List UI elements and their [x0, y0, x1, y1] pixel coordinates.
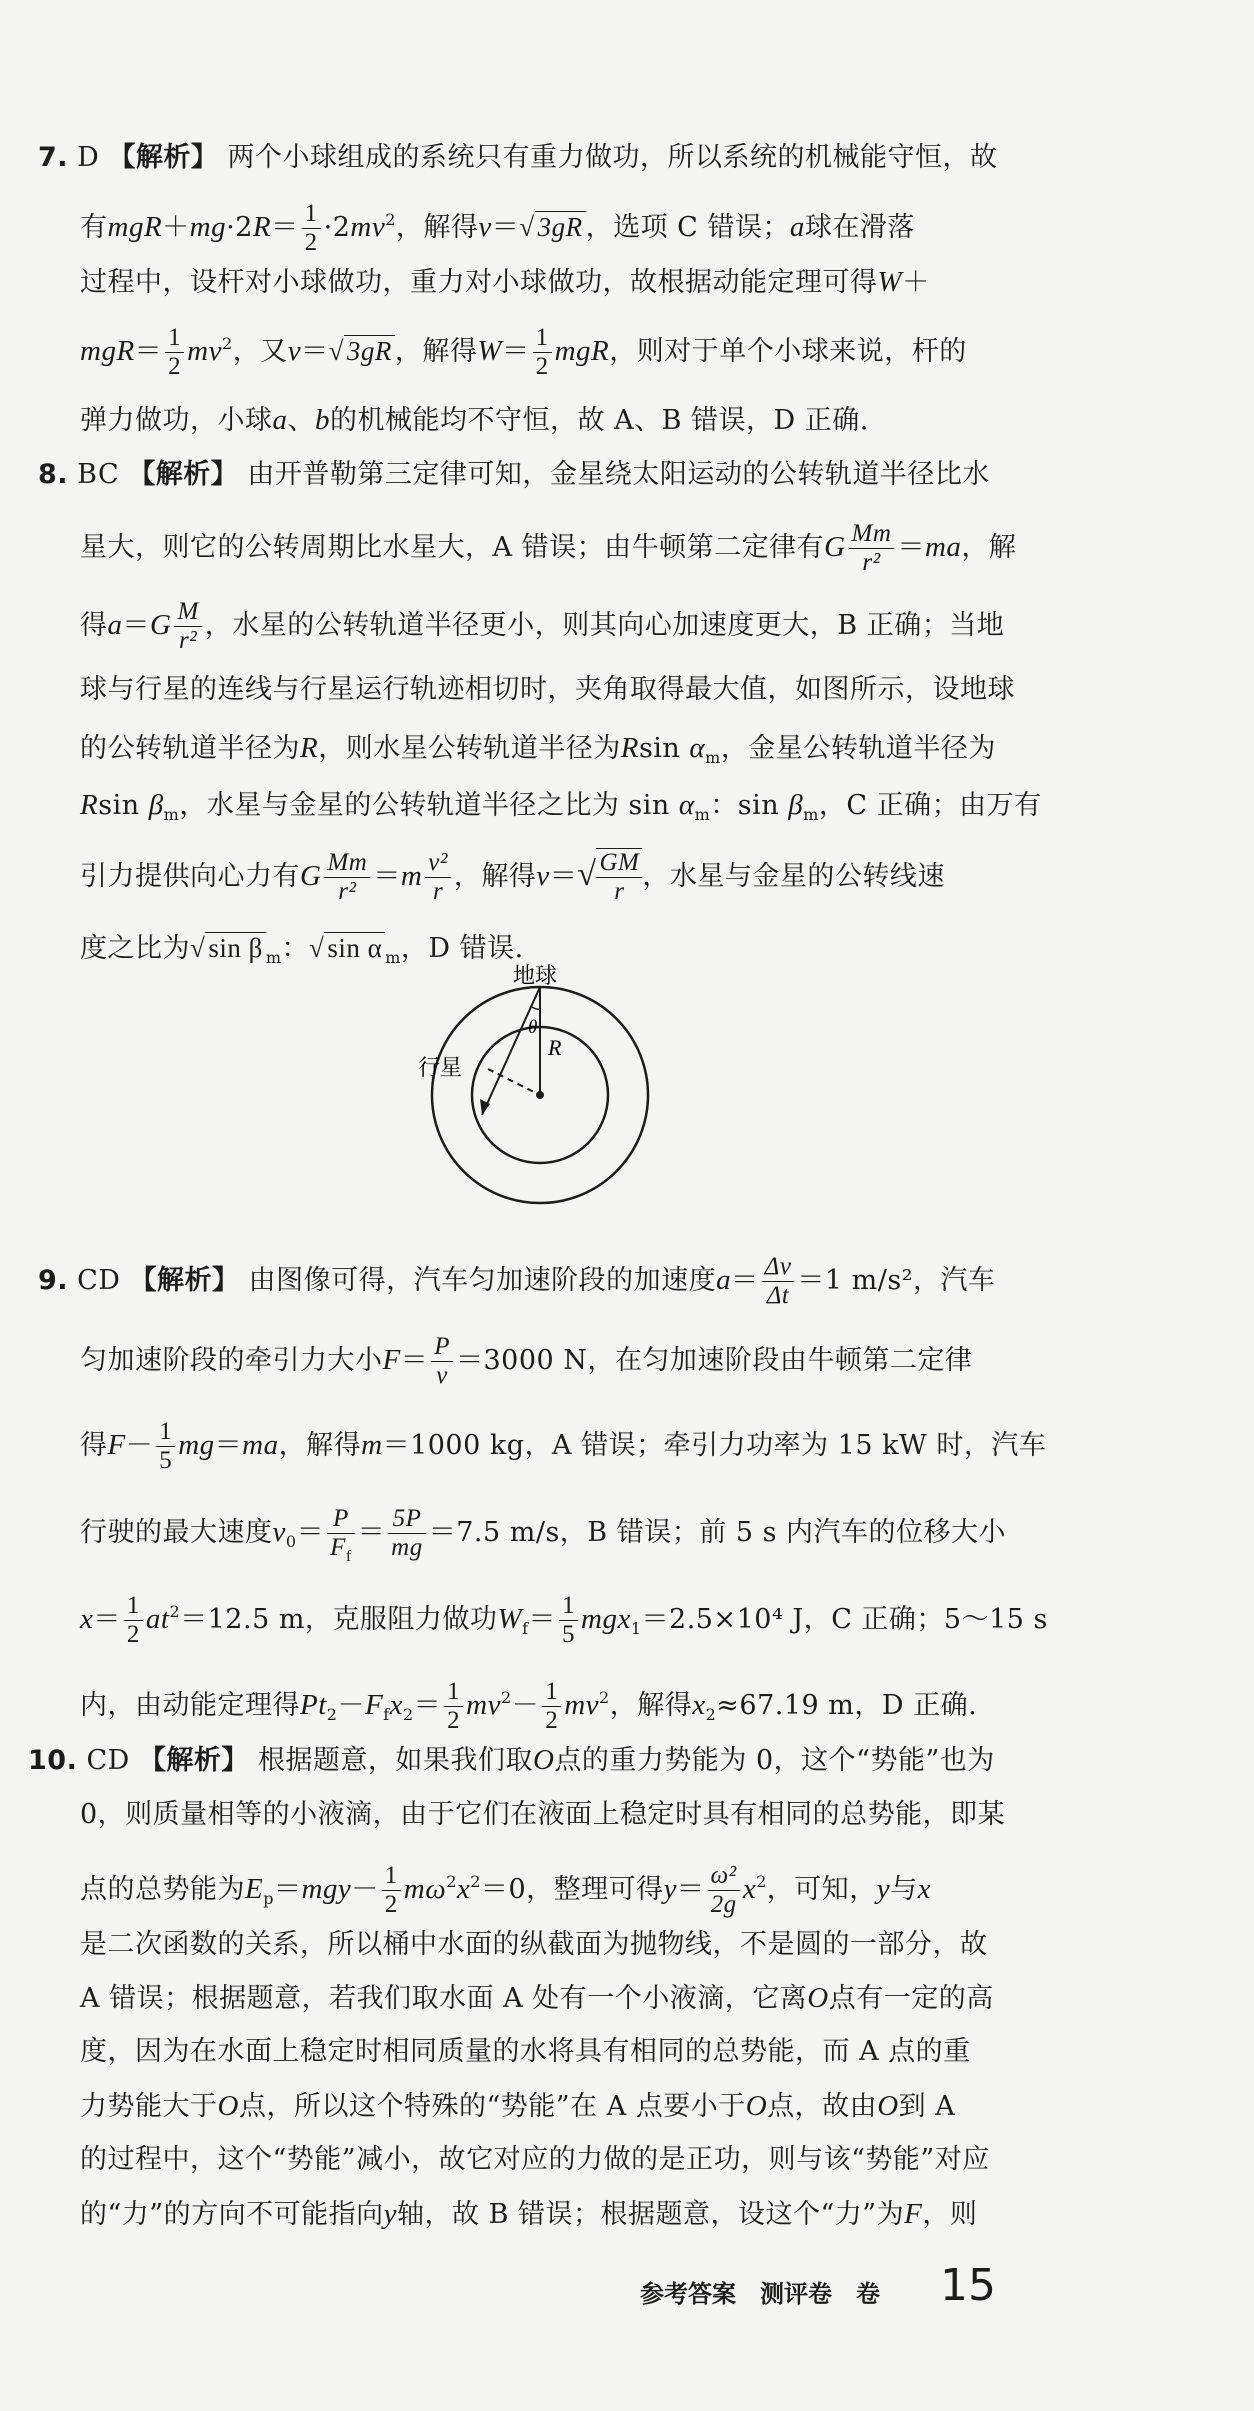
q9-line4: 行驶的最大速度$v_0=$ $\frac{P}{F_f}$ ＝ $\frac{5P}{mg}$ ＝7.5 m/s，B 错误；前 5 s 内汽车的位移大小 [80, 1505, 1007, 1565]
q10-tag: 【解析】 [138, 1745, 249, 1776]
q10-line1: 10. CD 【解析】 根据题意，如果我们取O点的重力势能为 0，这个“势能”也为 [28, 1744, 995, 1776]
label-planet: 行星 [418, 1056, 463, 1081]
q10-line5: A 错误；根据题意，若我们取水面 A 处有一个小液滴，它离O点有一定的高 [80, 1982, 994, 2014]
page-footer [640, 2260, 1040, 2310]
q9-answer: CD [77, 1265, 121, 1296]
label-earth: 地球 [513, 964, 558, 989]
q9-line6: 内，由动能定理得$Pt_2-F_fx_2=$ $\frac{1}{2}$ $mv^2-$ $\frac{1}{2}$ $mv^2$，解得$x_2\approx 67.19$ m，D 正确. [80, 1678, 978, 1734]
q10-line4: 是二次函数的关系，所以桶中水面的纵截面为抛物线，不是圆的一部分，故 [80, 1929, 988, 1960]
q10-number: 10. [28, 1745, 78, 1776]
q7-line3: 过程中，设杆对小球做功，重力对小球做功，故根据动能定理可得W＋ [80, 266, 930, 298]
angle-arc [532, 1007, 540, 1009]
q7-line1: 7. D 【解析】 两个小球组成的系统只有重力做功，所以系统的机械能守恒，故 [38, 142, 998, 173]
q7-number: 7. [38, 142, 69, 173]
q7-tag: 【解析】 [108, 142, 219, 173]
q9-line5: x＝ $\frac{1}{2}$ $at^2=12.5$ m，克服阻力做功$W_f=$ $\frac{1}{5}$ mgx$_1$＝2.5×10⁴ J，C 正确；5～15 s [80, 1592, 1048, 1648]
q10-line2: 0，则质量相等的小液滴，由于它们在液面上稳定时具有相同的总势能，即某 [80, 1799, 1006, 1830]
q10-line8: 的过程中，这个“势能”减小，故它对应的力做的是正功，则与该“势能”对应 [80, 2144, 990, 2175]
orbit-diagram [400, 955, 660, 1225]
q7-line5: 弹力做功，小球a、b的机械能均不守恒，故 A、B 错误，D 正确. [80, 404, 869, 436]
label-R: R [548, 1035, 562, 1060]
sqrt-3gR: √ 3gR [519, 207, 585, 247]
q7-answer: D [77, 142, 100, 173]
q8-line8: 度之比为√ sin β $_m$：√ sin α $_m$，D 错误. [80, 933, 524, 967]
q7-line2: 有mgR＋mg·2R＝ $\frac{1}{2}$ $\cdot 2mv^2$，解得v＝√ 3gR ，选项 C 错误；a球在滑落 [80, 200, 915, 256]
q9-line1: 9. CD 【解析】 由图像可得，汽车匀加速阶段的加速度a＝ $\frac{\Delta v}{\Delta t}$ ＝1 m/s²，汽车 [38, 1253, 996, 1309]
q8-number: 8. [38, 459, 69, 490]
q10-line7: 力势能大于O点，所以这个特殊的“势能”在 A 点要小于O点，故由O到 A [80, 2090, 956, 2122]
label-theta: θ [528, 1017, 538, 1038]
q8-line2: 星大，则它的公转周期比水星大，A 错误；由牛顿第二定律有G $\frac{Mm}{\text{r²}}$ ＝ma，解 [80, 520, 1017, 576]
q9-number: 9. [38, 1265, 69, 1296]
q9-line2: 匀加速阶段的牵引力大小F＝ $\frac{P}{v}$ ＝3000 N，在匀加速阶段由牛顿第二定律 [80, 1333, 973, 1389]
q7-line4: mgR＝ $\frac{1}{2}$ $mv^2$，又v＝√ 3gR ，解得W＝ $\frac{1}{2}$ mgR，则对于单个小球来说，杆的 [80, 324, 967, 380]
tangent-line [482, 987, 540, 1115]
q10-answer: CD [86, 1745, 130, 1776]
planet-radius-dashed [488, 1069, 540, 1095]
q10-line3: 点的总势能为$E_p=mgy-$ $\frac{1}{2}$ $m\omega^2x^2=0$，整理可得y＝ $\frac{\text{ω²}}{2g}$ $x^2$，可知，y与x [80, 1862, 931, 1918]
footer-label: 参考答案 测评卷 卷 [640, 2280, 880, 2308]
q9-line3: 得F－ $\frac{1}{5}$ mg＝ma，解得m＝1000 kg，A 错误；牵引力功率为 15 kW 时，汽车 [80, 1418, 1047, 1474]
page-number: 15 [940, 2260, 996, 2311]
q10-line9: 的“力”的方向不可能指向y轴，故 B 错误；根据题意，设这个“力”为F，则 [80, 2198, 978, 2230]
q10-line6: 度，因为在水面上稳定时相同质量的水将具有相同的总势能，而 A 点的重 [80, 2036, 971, 2067]
q8-line7: 引力提供向心力有G $\frac{Mm}{\text{r²}}$ ＝m $\frac{\text{v²}}{r}$ ，解得v＝√ $\frac{GM}{r}$ ，水星与金星的公转线速 [80, 848, 945, 905]
q8-tag: 【解析】 [128, 459, 239, 490]
q8-answer: BC [77, 459, 120, 490]
q8-line5: 的公转轨道半径为R，则水星公转轨道半径为Rsin $\alpha_m$，金星公转轨道半径为 [80, 732, 996, 767]
q8-line6: Rsin $\beta_m$，水星与金星的公转轨道半径之比为 $\sin \alpha_m$：$\sin \beta_m$，C 正确；由万有 [80, 789, 1042, 824]
fraction-one-half: $\frac{1}{2}$ [302, 200, 321, 257]
q8-line3: 得a＝G $\frac{M}{\text{r²}}$ ，水星的公转轨道半径更小，则其向心加速度更大，B 正确；当地 [80, 598, 1005, 654]
q9-tag: 【解析】 [129, 1265, 240, 1296]
q8-line1: 8. BC 【解析】 由开普勒第三定律可知，金星绕太阳运动的公转轨道半径比水 [38, 459, 990, 490]
q8-line4: 球与行星的连线与行星运行轨迹相切时，夹角取得最大值，如图所示，设地球 [80, 674, 1015, 705]
